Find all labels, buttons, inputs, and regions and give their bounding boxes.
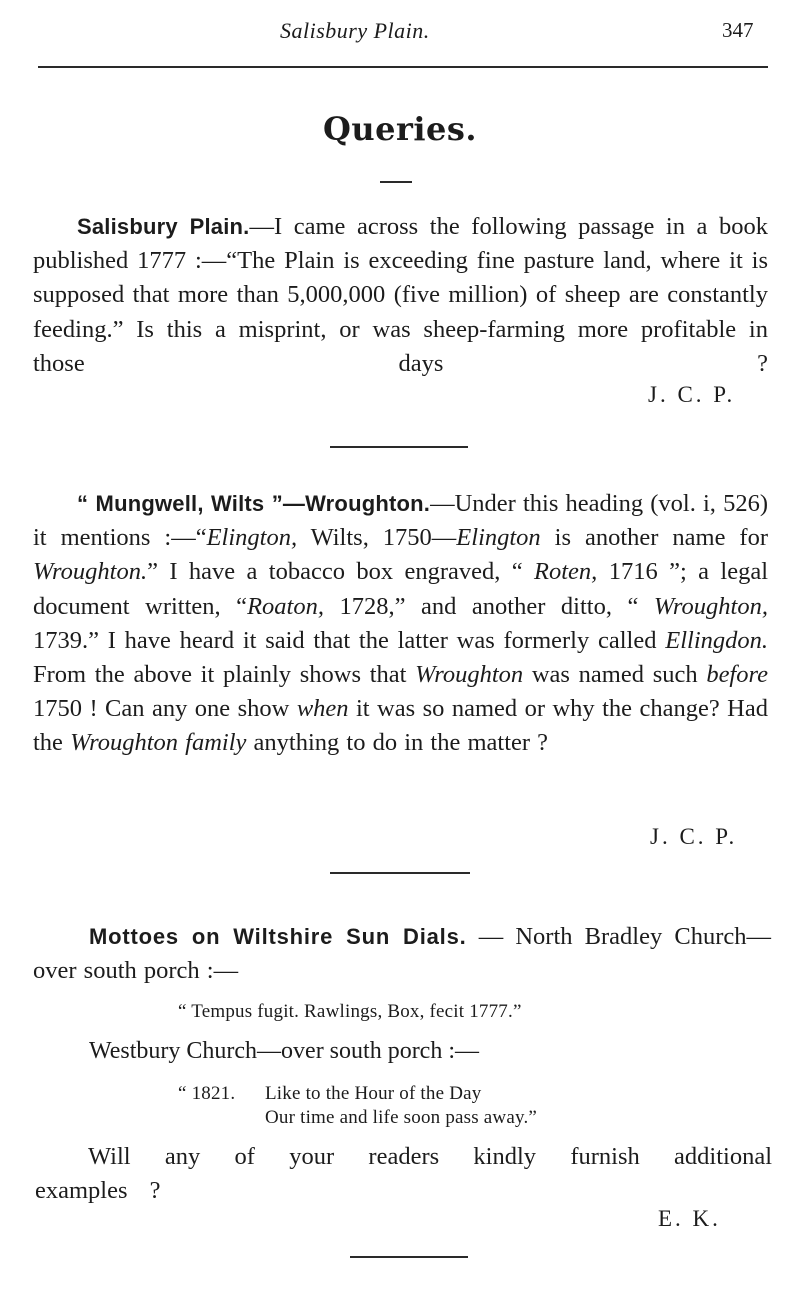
signature: J. C. P. — [650, 824, 738, 849]
closing-paragraph — [35, 1140, 772, 1208]
query-body — [33, 210, 768, 381]
separator-rule — [350, 1256, 468, 1258]
query-salisbury-plain — [33, 210, 768, 381]
query-mungwell-wilts — [33, 487, 768, 761]
query-heading: Salisbury Plain. — [77, 214, 250, 239]
query-text: — North Bradley Church—over south porch :— — [33, 923, 771, 985]
query-heading: “ Mungwell, Wilts ”—Wroughton. — [77, 491, 431, 516]
title-dash — [380, 181, 412, 183]
signature: J. C. P. — [648, 382, 736, 407]
motto-westbury-line-2: Our time and life soon pass away.” — [265, 1107, 538, 1128]
running-head — [0, 18, 760, 48]
section-title: Queries. — [322, 110, 478, 148]
page-number: 347 — [722, 18, 754, 42]
signature: E. K. — [658, 1206, 721, 1231]
westbury-church-line: Westbury Church—over south porch :— — [89, 1038, 479, 1064]
separator-rule — [330, 872, 470, 874]
query-sun-dials — [33, 920, 771, 988]
running-head-title: Salisbury Plain. — [280, 18, 430, 43]
query-text: —I came across the following passage in a book published 1777 :—“The Plain is exceeding fine pasture land, where it is supposed that more than 5,000,000 (five million) of sheep are constantly feeding.” Is this a misprint, or was sheep-farming more profitable in those days ? — [33, 213, 768, 377]
motto-north-bradley: “ Tempus fugit. Rawlings, Box, fecit 1777.” — [178, 1001, 522, 1022]
closing-text: Will any of your readers kindly furnish additional examples ? — [35, 1143, 772, 1205]
query-body: “ Mungwell, Wilts ”—Wroughton.—Under this heading (vol. i, 526) it mentions :—“Elington, Wilts, 1750—Elington is another name for Wroughton.” I have a tobacco box engraved, “ Roten, 1716 ”; a legal document written, “Roaton, 1728,” and another ditto, “ Wroughton, 1739.” I have heard it said that the latter was formerly called Ellingdon. From the above it plainly shows that Wroughton was named such before 1750 ! Can any one show when it was so named or why the change? Had the Wroughton family anything to do in the matter ? — [33, 490, 768, 757]
motto-westbury-year: “ 1821. — [178, 1083, 236, 1104]
header-rule — [38, 66, 768, 68]
separator-rule — [330, 446, 468, 448]
query-body — [33, 920, 771, 988]
query-heading: Mottoes on Wiltshire Sun Dials. — [89, 924, 467, 949]
motto-westbury-line-1: Like to the Hour of the Day — [265, 1083, 482, 1104]
